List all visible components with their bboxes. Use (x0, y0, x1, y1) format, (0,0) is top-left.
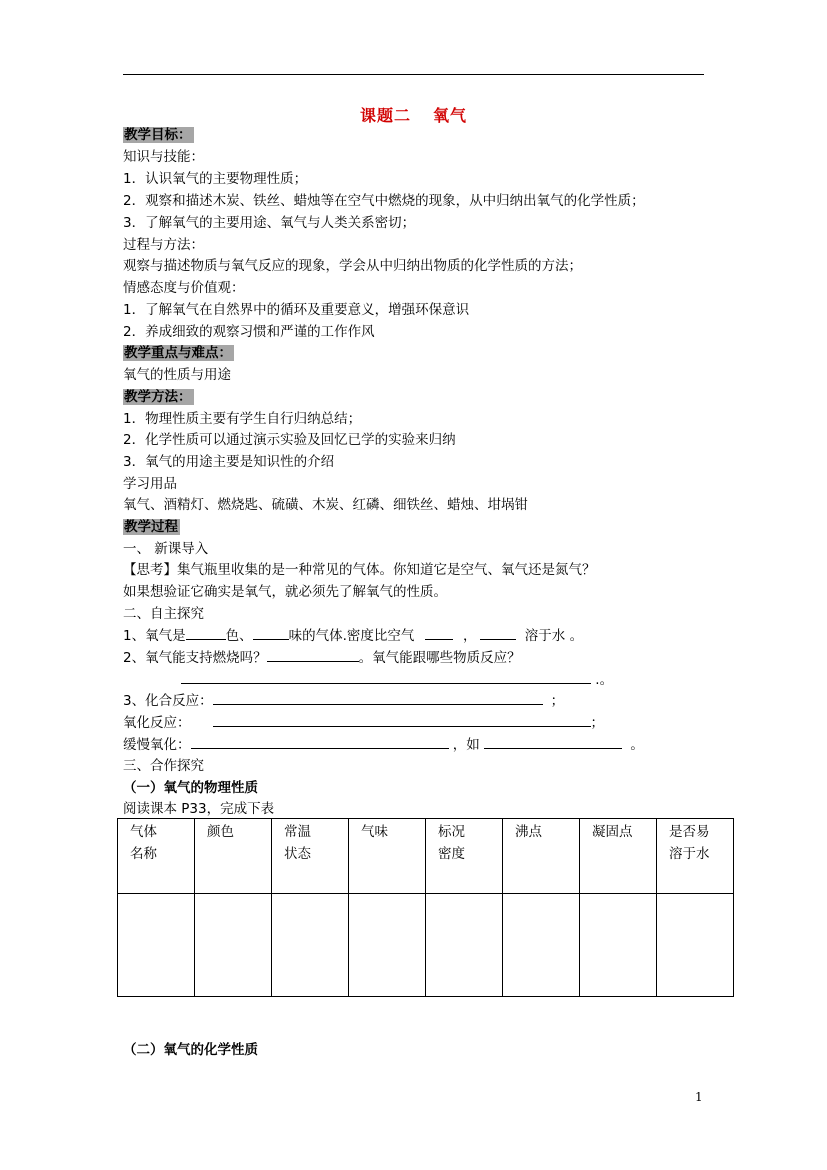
methods-heading: 教学方法： (124, 389, 192, 405)
solubility-blank[interactable] (480, 626, 516, 640)
oxidation-reaction-blank[interactable] (213, 713, 591, 727)
attitude-item-1: 1．了解氧气在自然界中的循环及重要意义，增强环保意识 (123, 302, 470, 318)
header-cell-density: 标况 密度 (426, 819, 503, 894)
page-number: 1 (695, 1090, 703, 1104)
attitude-heading: 情感态度与价值观： (123, 280, 245, 296)
header-rule (123, 74, 704, 75)
support-combustion-blank[interactable] (267, 648, 359, 662)
cell-freezing[interactable] (580, 894, 657, 997)
subsection-1-heading: （一）氧气的物理性质 (123, 780, 258, 796)
section-3-heading: 三、合作探究 (123, 758, 204, 774)
header-cell-odor: 气味 (349, 819, 426, 894)
color-blank[interactable] (186, 626, 226, 640)
slow-oxidation-example-blank[interactable] (484, 735, 622, 749)
think-tag: 【思考】 (123, 562, 177, 578)
question-2: 2、氧气能支持燃烧吗？ 。氧气能跟哪些物质反应？ (123, 650, 521, 666)
table-row (118, 894, 734, 997)
cell-odor[interactable] (349, 894, 426, 997)
method-item-3: 3．氧气的用途主要是知识性的介绍 (123, 454, 335, 470)
knowledge-item-3: 3．了解氧气的主要用途、氧气与人类关系密切； (123, 215, 416, 231)
header-cell-state: 常温 状态 (272, 819, 349, 894)
cell-solubility[interactable] (657, 894, 734, 997)
supplies-list: 氧气、酒精灯、燃烧匙、硫磺、木炭、红磷、细铁丝、蜡烛、坩埚钳 (123, 497, 528, 513)
header-cell-freezing: 凝固点 (580, 819, 657, 894)
knowledge-item-2: 2．观察和描述木炭、铁丝、蜡烛等在空气中燃烧的现象，从中归纳出氧气的化学性质； (123, 193, 645, 209)
physical-properties-table (117, 818, 734, 997)
slow-oxidation-line: 缓慢氧化： ，如 。 (123, 737, 644, 753)
objectives-heading: 教学目标： (124, 127, 192, 143)
cell-name[interactable] (118, 894, 195, 997)
reactants-blank[interactable] (181, 670, 591, 684)
document-title (0, 103, 827, 126)
key-points-text: 氧气的性质与用途 (123, 367, 231, 383)
header-cell-solubility: 是否易 溶于水 (657, 819, 734, 894)
title-part2: 氧气 (433, 106, 468, 125)
think-question (123, 560, 596, 580)
oxidation-line: 氧化反应： ； (123, 715, 604, 731)
method-item-2: 2．化学性质可以通过演示实验及回忆已学的实验来归纳 (123, 432, 456, 448)
density-blank[interactable] (425, 626, 453, 640)
slow-oxidation-blank[interactable] (191, 735, 449, 749)
question-3: 3、化合反应： ； (123, 693, 565, 709)
header-cell-name: 气体 名称 (118, 819, 195, 894)
process-heading: 教学过程 (124, 519, 178, 535)
knowledge-heading: 知识与技能： (123, 149, 204, 165)
cell-density[interactable] (426, 894, 503, 997)
process-method-item: 观察与描述物质与氧气反应的现象，学会从中归纳出物质的化学性质的方法； (123, 258, 582, 274)
header-cell-color: 颜色 (195, 819, 272, 894)
supplies-heading: 学习用品 (123, 476, 177, 492)
section-2-heading: 二、自主探究 (123, 606, 204, 622)
combination-reaction-blank[interactable] (213, 691, 543, 705)
attitude-item-2: 2．养成细致的观察习惯和严谨的工作作风 (123, 324, 375, 340)
title-part1: 课题二 (359, 106, 411, 125)
table-header-row (118, 819, 734, 894)
verify-text: 如果想验证它确实是氧气，就必须先了解氧气的性质。 (123, 584, 447, 600)
think-text: 集气瓶里收集的是一种常见的气体。你知道它是空气、氧气还是氮气？ (177, 562, 596, 578)
question-1: 1、氧气是 色、 味的气体.密度比空气 ， 溶于水 。 (123, 628, 584, 644)
cell-color[interactable] (195, 894, 272, 997)
question-2-answer-line: .。 (123, 670, 613, 690)
process-method-heading: 过程与方法： (123, 237, 204, 253)
knowledge-item-1: 1．认识氧气的主要物理性质； (123, 171, 308, 187)
read-instruction: 阅读课本 P33，完成下表 (123, 801, 275, 817)
odor-blank[interactable] (253, 626, 289, 640)
subsection-2-heading: （二）氧气的化学性质 (123, 1042, 258, 1058)
cell-state[interactable] (272, 894, 349, 997)
method-item-1: 1．物理性质主要有学生自行归纳总结； (123, 411, 362, 427)
key-points-heading: 教学重点与难点： (124, 345, 232, 361)
header-cell-boiling: 沸点 (503, 819, 580, 894)
cell-boiling[interactable] (503, 894, 580, 997)
section-1-heading: 一、 新课导入 (123, 541, 209, 557)
